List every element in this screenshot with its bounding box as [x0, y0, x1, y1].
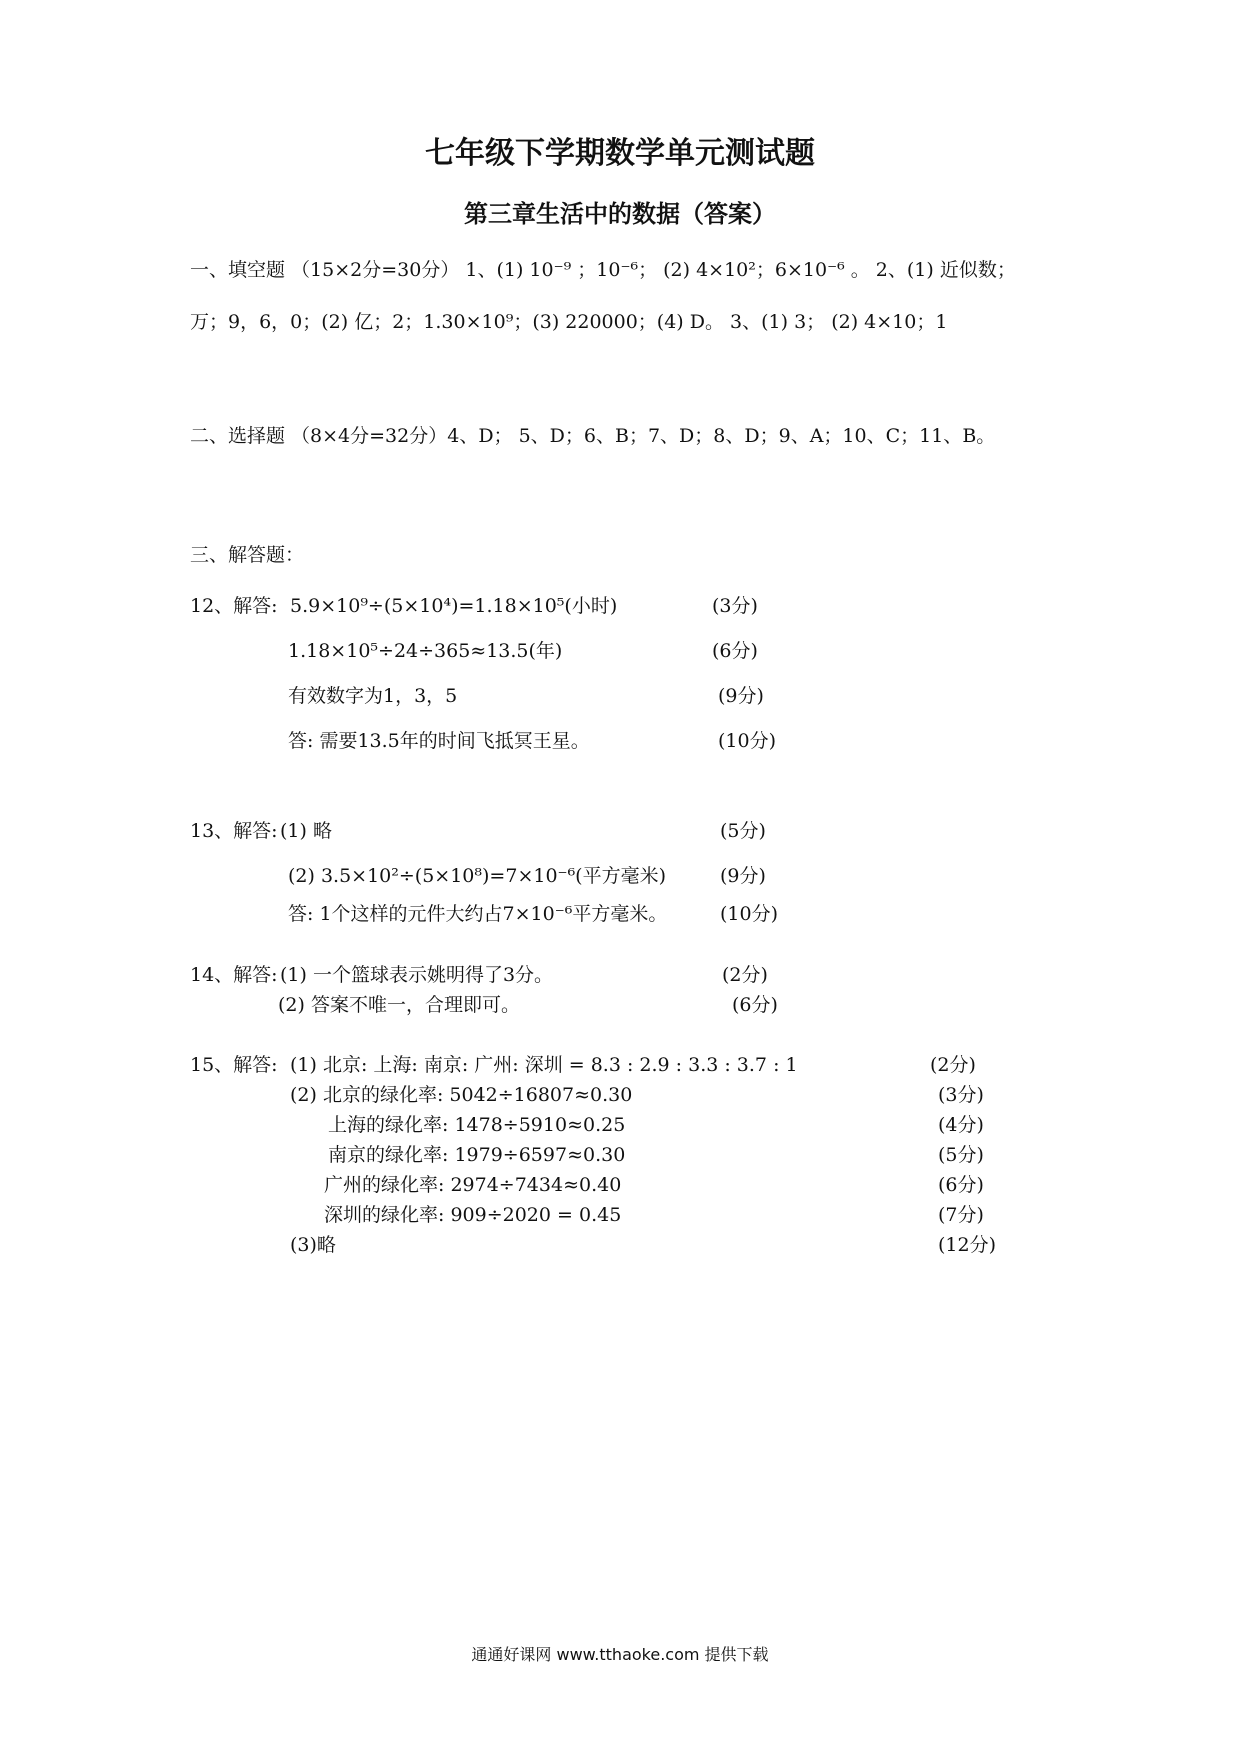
q15-score6: (7分) — [938, 1204, 984, 1226]
q15-score2: (3分) — [938, 1084, 984, 1106]
q12-line3: 有效数字为1，3，5 — [288, 685, 458, 707]
section1-line2: 万；9，6，0；(2) 亿；2；1.30×10⁹；(3) 220000；(4) D。 3、(1) 3； (2) 4×10；1 — [190, 311, 948, 333]
q15-score7: (12分) — [938, 1234, 997, 1256]
q15-line3: 上海的绿化率: 1478÷5910≈0.25 — [328, 1114, 626, 1136]
q15-score1: (2分) — [930, 1054, 976, 1076]
q14-score1: (2分) — [722, 964, 768, 986]
section1-line1: 一、填空题 （15×2分=30分） 1、(1) 10⁻⁹ ；10⁻⁶； (2) 4×10²；6×10⁻⁶ 。 2、(1) 近似数； — [190, 259, 1016, 281]
q12-score3: (9分) — [718, 685, 764, 707]
q14-label: 14、解答: — [190, 964, 278, 986]
page-footer: 通通好课网 www.tthaoke.com 提供下载 — [471, 1645, 769, 1664]
q13-line3: 答: 1个这样的元件大约占7×10⁻⁶平方毫米。 — [288, 903, 668, 925]
q15-label: 15、解答: — [190, 1054, 278, 1076]
q15-score3: (4分) — [938, 1114, 984, 1136]
q15-line4: 南京的绿化率: 1979÷6597≈0.30 — [328, 1144, 626, 1166]
q12-score2: (6分) — [712, 640, 758, 662]
section3-heading: 三、解答题： — [190, 544, 305, 566]
q15-line1: (1) 北京: 上海: 南京: 广州: 深圳 = 8.3 : 2.9 : 3.3 : 3.7 : 1 — [290, 1054, 798, 1076]
q12-line4: 答: 需要13.5年的时间飞抵冥王星。 — [288, 730, 590, 752]
q14-score2: (6分) — [732, 994, 778, 1016]
q12-line1: 5.9×10⁹÷(5×10⁴)=1.18×10⁵(小时) — [290, 595, 618, 617]
q15-score5: (6分) — [938, 1174, 984, 1196]
q14-line2: (2) 答案不唯一，合理即可。 — [278, 994, 520, 1016]
section2-line1: 二、选择题 （8×4分=32分）4、D； 5、D；6、B；7、D；8、D；9、A；10、C；11、B。 — [190, 425, 996, 447]
q15-score4: (5分) — [938, 1144, 984, 1166]
page-title: 七年级下学期数学单元测试题 — [425, 136, 815, 171]
q12-score4: (10分) — [718, 730, 777, 752]
q13-score1: (5分) — [720, 820, 766, 842]
q12-label: 12、解答: — [190, 595, 278, 617]
q12-score1: (3分) — [712, 595, 758, 617]
q13-label: 13、解答: — [190, 820, 278, 842]
q13-line2: (2) 3.5×10²÷(5×10⁸)=7×10⁻⁶(平方毫米) — [288, 865, 667, 887]
q15-line7: (3)略 — [290, 1234, 336, 1256]
page-subtitle: 第三章生活中的数据（答案） — [464, 200, 776, 228]
q13-score3: (10分) — [720, 903, 779, 925]
q15-line5: 广州的绿化率: 2974÷7434≈0.40 — [324, 1174, 622, 1196]
q15-line6: 深圳的绿化率: 909÷2020 = 0.45 — [324, 1204, 622, 1226]
q13-score2: (9分) — [720, 865, 766, 887]
q14-line1: (1) 一个篮球表示姚明得了3分。 — [280, 964, 554, 986]
q15-line2: (2) 北京的绿化率: 5042÷16807≈0.30 — [290, 1084, 633, 1106]
q13-line1: (1) 略 — [280, 820, 332, 842]
q12-line2: 1.18×10⁵÷24÷365≈13.5(年) — [288, 640, 563, 662]
